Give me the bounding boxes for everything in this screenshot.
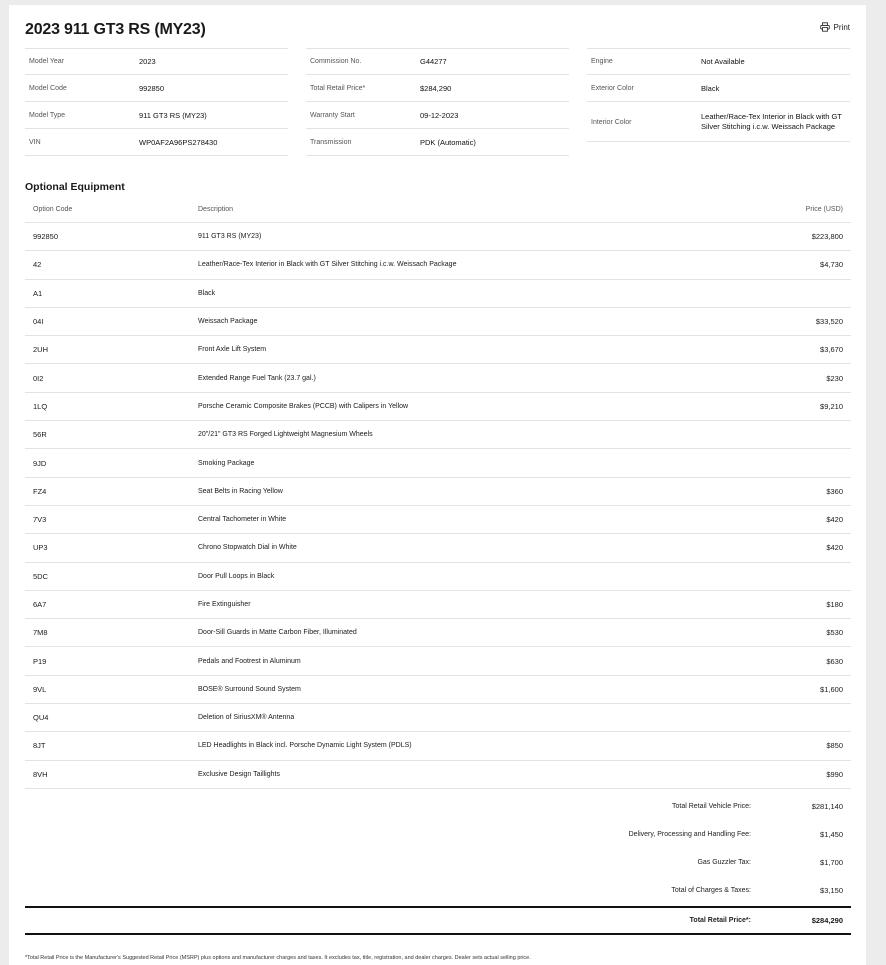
option-code: 9JD: [33, 458, 47, 468]
spec-value: 911 GT3 RS (MY23): [139, 110, 207, 120]
column-header-code: Option Code: [33, 205, 73, 213]
option-code: 1LQ: [33, 401, 48, 411]
option-price: $850: [826, 741, 843, 751]
option-description: Leather/Race-Tex Interior in Black with GT Silver Stitching i.c.w. Weissach Package: [198, 261, 457, 269]
option-code: UP3: [33, 543, 48, 553]
option-code: 5DC: [33, 571, 49, 581]
option-code: QU4: [33, 713, 49, 723]
spec-row-engine: [587, 48, 850, 75]
spec-label: Model Code: [29, 85, 67, 92]
table-row: [25, 563, 851, 591]
table-header: [25, 196, 851, 223]
option-code: FZ4: [33, 486, 47, 496]
spec-row-transmission: [306, 129, 569, 156]
option-description: Black: [198, 289, 216, 297]
option-code: 7V3: [33, 515, 47, 525]
spec-row-commission-no: [306, 48, 569, 75]
spec-value: 09-12-2023: [420, 110, 459, 120]
spec-row-model-year: [25, 48, 288, 75]
spec-label: Exterior Color: [591, 85, 634, 92]
option-description: Seat Belts in Racing Yellow: [198, 487, 283, 495]
spec-row-total-retail-price: [306, 75, 569, 102]
table-row: [25, 534, 851, 562]
option-price: $420: [826, 515, 843, 525]
total-label: Delivery, Processing and Handling Fee:: [628, 831, 751, 839]
spec-label: Interior Color: [591, 118, 632, 126]
option-price: $33,520: [815, 317, 843, 327]
total-label: Gas Guzzler Tax:: [697, 858, 751, 866]
option-price: $1,600: [820, 684, 843, 694]
table-row: [25, 676, 851, 704]
option-description: Exclusive Design Taillights: [198, 770, 280, 778]
price-footnote: *Total Retail Price is the Manufacturer's Suggested Retail Price (MSRP) plus options and manufacturer charges and taxes. It excludes tax, title, registration, and dealer charges. Dealer sets actual selling price.: [25, 955, 531, 961]
option-description: 20"/21" GT3 RS Forged Lightweight Magnesium Wheels: [198, 431, 373, 439]
option-code: 8JT: [33, 741, 46, 751]
table-row: [25, 449, 851, 477]
table-row: [25, 761, 851, 789]
option-description: Weissach Package: [198, 318, 258, 326]
spec-value: PDK (Automatic): [420, 137, 476, 147]
table-row: [25, 251, 851, 279]
option-description: Central Tachometer in White: [198, 516, 287, 524]
spec-value: Leather/Race-Tex Interior in Black with GT Silver Stitching i.c.w. Weissach Package: [701, 112, 842, 131]
option-description: Chrono Stopwatch Dial in White: [198, 544, 297, 552]
price-totals: [25, 793, 851, 935]
option-description: Front Axle Lift System: [198, 346, 267, 354]
option-description: Porsche Ceramic Composite Brakes (PCCB) with Calipers in Yellow: [198, 402, 409, 410]
table-row: [25, 421, 851, 449]
total-label: Total Retail Vehicle Price:: [672, 803, 751, 811]
option-price: $223,800: [811, 232, 843, 242]
option-price: $990: [826, 769, 843, 779]
option-description: Extended Range Fuel Tank (23.7 gal.): [198, 374, 316, 382]
option-price: $4,730: [820, 260, 843, 270]
print-button[interactable]: [820, 22, 850, 32]
page-title: 2023 911 GT3 RS (MY23): [25, 21, 206, 38]
table-row: [25, 732, 851, 760]
option-code: 56R: [33, 430, 47, 440]
option-code: P19: [33, 656, 47, 666]
option-price: $630: [826, 656, 843, 666]
spec-value: 992850: [139, 83, 165, 93]
spec-label: Total Retail Price*: [310, 85, 366, 92]
spec-row-model-code: [25, 75, 288, 102]
spec-value: $284,290: [420, 83, 452, 93]
table-row: [25, 619, 851, 647]
spec-row-interior-color: [587, 102, 850, 142]
spec-row-vin: [25, 129, 288, 156]
spec-value: G44277: [420, 56, 447, 66]
total-row-vehicle-price: [25, 793, 851, 821]
column-header-price: Price (USD): [805, 205, 843, 213]
spec-row-warranty-start: [306, 102, 569, 129]
printer-icon: [820, 22, 830, 32]
option-code: 9VL: [33, 684, 47, 694]
option-price: $360: [826, 486, 843, 496]
total-row-charges-taxes: [25, 876, 851, 904]
final-total-value: $284,290: [811, 916, 843, 926]
option-description: BOSE® Surround Sound System: [198, 685, 301, 693]
table-row: [25, 591, 851, 619]
option-price: $3,670: [820, 345, 843, 355]
optional-equipment-table: [25, 196, 851, 789]
total-row-retail-price: [25, 906, 851, 935]
option-description: LED Headlights in Black incl. Porsche Dynamic Light System (PDLS): [198, 742, 412, 750]
table-row: [25, 478, 851, 506]
option-code: 7M8: [33, 628, 48, 638]
vehicle-details-card: [9, 5, 866, 965]
total-row-delivery-fee: [25, 821, 851, 849]
total-value: $1,450: [820, 830, 843, 840]
option-price: $420: [826, 543, 843, 553]
final-total-label: Total Retail Price*:: [689, 917, 751, 925]
spec-value: Not Available: [701, 56, 745, 66]
spec-value: WP0AF2A96PS278430: [139, 137, 218, 147]
spec-label: Engine: [591, 58, 613, 65]
spec-row-exterior-color: [587, 75, 850, 102]
option-description: Door-Sill Guards in Matte Carbon Fiber, Illuminated: [198, 629, 357, 637]
table-row: [25, 364, 851, 392]
option-code: 6A7: [33, 600, 47, 609]
spec-label: Commission No.: [310, 58, 362, 65]
print-label: Print: [833, 22, 850, 32]
option-price: $230: [826, 373, 843, 383]
option-description: 911 GT3 RS (MY23): [198, 233, 262, 241]
option-code: 42: [33, 260, 42, 270]
option-description: Fire Extinguisher: [198, 601, 251, 608]
total-value: $281,140: [811, 802, 843, 812]
spec-label: Model Year: [29, 58, 65, 65]
option-description: Door Pull Loops in Black: [198, 572, 275, 580]
spec-label: Transmission: [310, 139, 352, 146]
spec-label: Model Type: [29, 112, 66, 119]
option-code: 8VH: [33, 769, 48, 779]
spec-label: VIN: [29, 139, 41, 146]
total-label: Total of Charges & Taxes:: [671, 886, 751, 894]
column-header-description: Description: [198, 205, 234, 213]
spec-value: Black: [701, 83, 720, 93]
option-price: $9,210: [820, 401, 843, 411]
option-code: 04I: [33, 317, 44, 327]
spec-row-model-type: [25, 102, 288, 129]
option-description: Pedals and Footrest in Aluminum: [198, 657, 301, 665]
total-value: $1,700: [820, 857, 843, 867]
spec-value: 2023: [139, 56, 156, 66]
option-description: Smoking Package: [198, 459, 255, 467]
specs-column-1: [25, 48, 288, 156]
spec-label: Warranty Start: [310, 112, 355, 119]
option-code: A1: [33, 288, 43, 298]
table-row: [25, 704, 851, 732]
total-value: $3,150: [820, 885, 843, 895]
specs-column-3: [587, 48, 850, 142]
table-row: [25, 647, 851, 675]
table-row: [25, 223, 851, 251]
option-description: Deletion of SiriusXM® Antenna: [198, 714, 295, 722]
table-row: [25, 308, 851, 336]
table-row: [25, 280, 851, 308]
option-code: 2UH: [33, 345, 49, 355]
table-row: [25, 393, 851, 421]
option-price: $180: [826, 600, 843, 609]
total-row-gas-guzzler-tax: [25, 849, 851, 877]
specs-column-2: [306, 48, 569, 156]
optional-equipment-heading: Optional Equipment: [25, 181, 125, 193]
table-row: [25, 506, 851, 534]
option-code: 992850: [33, 232, 59, 242]
option-code: 0I2: [33, 373, 44, 383]
table-row: [25, 336, 851, 364]
option-price: $530: [826, 628, 843, 638]
